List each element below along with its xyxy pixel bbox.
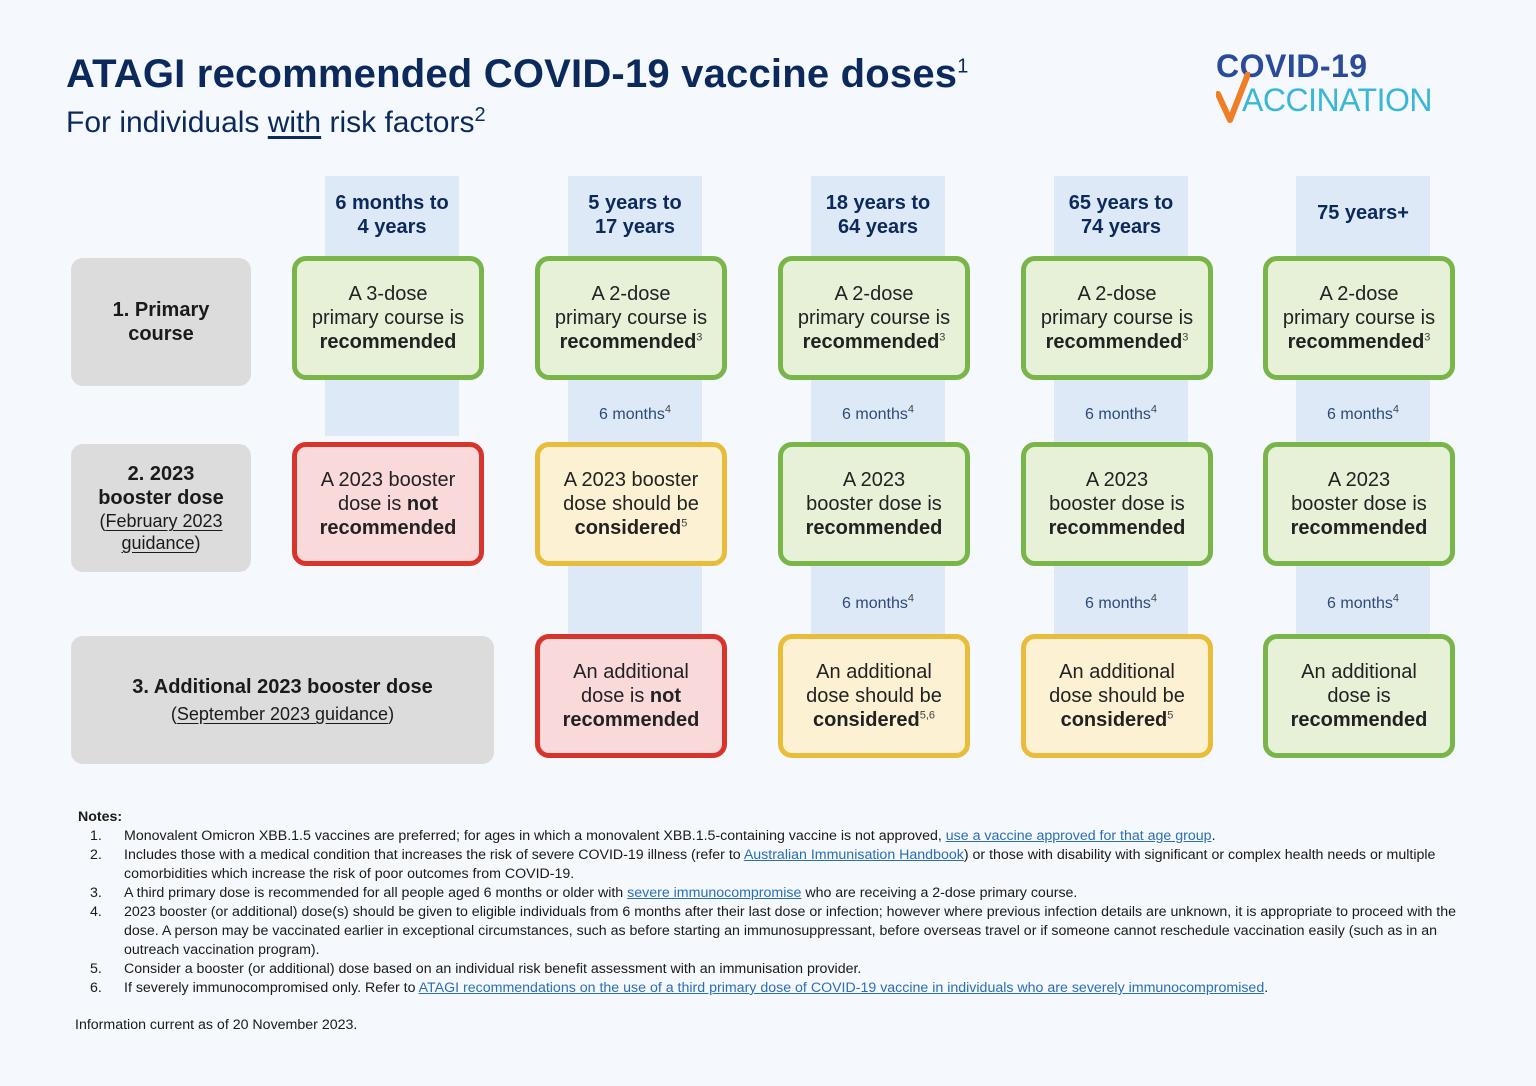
primary-course-box: A 2-dose primary course is recommended$^3$ xyxy=(1263,256,1455,380)
note-item: 5. Consider a booster (or additional) dose based on an individual risk benefit assessment with an immunisation provider. xyxy=(90,961,862,977)
booster-dose-box: A 2023 booster dose is not recommended xyxy=(292,442,484,566)
note-item: 4. 2023 booster (or additional) dose(s) should be given to eligible individuals from 6 months after their last dose or infection; however where previous infection details are unknown, it is appropriate to proceed with the dose. A person may be vaccinated earlier in exceptional circumstances, such as before starting an immunosuppressant, before overseas travel or if someone cannot reschedule vaccination easily (such as in an outreach vaccination program). xyxy=(90,904,1457,958)
note-item: 3. A third primary dose is recommended for all people aged 6 months or older with severe immunocompromise who are receiving a 2-dose primary course. xyxy=(90,885,1078,901)
interval-label: 6 months$^4$ xyxy=(1085,403,1157,423)
additional-dose-box: An additional dose should be considered$^5$ xyxy=(1021,634,1213,758)
interval-label: 6 months$^4$ xyxy=(1327,592,1399,612)
age-header-75y-plus: 75 years+ xyxy=(1317,202,1409,224)
primary-course-box: A 2-dose primary course is recommended$^3$ xyxy=(1021,256,1213,380)
age-header-18y-64y: 18 years to 64 years xyxy=(825,192,931,238)
notes-section xyxy=(78,808,1478,998)
note-item: 2. Includes those with a medical condition that increases the risk of severe COVID-19 illness (refer to Australian Immunisation Handbook) or those with disability with significant or complex health needs or multiple comorbidities which increase the risk of poor outcomes from COVID-19. xyxy=(90,847,1436,882)
interval-label: 6 months$^4$ xyxy=(599,403,671,423)
link-immunisation-handbook[interactable]: Australian Immunisation Handbook xyxy=(743,847,964,863)
age-header-6m-4y: 6 months to 4 years xyxy=(335,192,449,238)
row-label-primary-course: 1. Primary course xyxy=(71,258,251,386)
booster-dose-box: A 2023 booster dose is recommended xyxy=(1263,442,1455,566)
note-item: 1. Monovalent Omicron XBB.1.5 vaccines are preferred; for ages in which a monovalent XBB.1.5-containing vaccine is not approved, use a vaccine approved for that age group. xyxy=(90,828,1216,844)
interval-label: 6 months$^4$ xyxy=(1085,592,1157,612)
interval-label: 6 months$^4$ xyxy=(1327,403,1399,423)
interval-label: 6 months$^4$ xyxy=(842,592,914,612)
additional-dose-box: An additional dose is not recommended xyxy=(535,634,727,758)
age-header-5y-17y: 5 years to 17 years xyxy=(588,192,682,238)
age-header-65y-74y: 65 years to 74 years xyxy=(1068,192,1174,238)
page-title: ATAGI recommended COVID-19 vaccine doses$^1$ xyxy=(66,52,969,96)
booster-dose-box: A 2023 booster dose is recommended xyxy=(778,442,970,566)
link-atagi-recommendations[interactable]: ATAGI recommendations on the use of a third primary dose of COVID-19 vaccine in individuals who are severely immunocompromised xyxy=(418,980,1265,996)
primary-course-box: A 3-dose primary course is recommended xyxy=(292,256,484,380)
link-approved-vaccine[interactable]: use a vaccine approved for that age group xyxy=(945,828,1212,844)
booster-dose-box: A 2023 booster dose should be considered$^5$ xyxy=(535,442,727,566)
interval-label: 6 months$^4$ xyxy=(842,403,914,423)
notes-header: Notes: xyxy=(78,809,123,825)
note-item: 6. If severely immunocompromised only. Refer to ATAGI recommendations on the use of a third primary dose of COVID-19 vaccine in individuals who are severely immunocompromised. xyxy=(90,980,1269,996)
additional-dose-box: An additional dose should be considered$^{5,6}$ xyxy=(778,634,970,758)
row-label-2023-booster: 2. 2023 booster dose (February 2023 guidance) xyxy=(71,444,251,572)
primary-course-box: A 2-dose primary course is recommended$^3$ xyxy=(778,256,970,380)
page-subtitle: For individuals with risk factors$^2$ xyxy=(66,104,486,139)
primary-course-box: A 2-dose primary course is recommended$^3$ xyxy=(535,256,727,380)
row-label-additional-booster: 3. Additional 2023 booster dose (September 2023 guidance) xyxy=(71,636,494,764)
information-current-date: Information current as of 20 November 2023. xyxy=(75,1017,358,1033)
covid-vaccination-logo: COVID-19 ACCINATION xyxy=(1216,48,1476,128)
link-severe-immunocompromise[interactable]: severe immunocompromise xyxy=(627,885,802,901)
additional-dose-box: An additional dose is recommended xyxy=(1263,634,1455,758)
booster-dose-box: A 2023 booster dose is recommended xyxy=(1021,442,1213,566)
